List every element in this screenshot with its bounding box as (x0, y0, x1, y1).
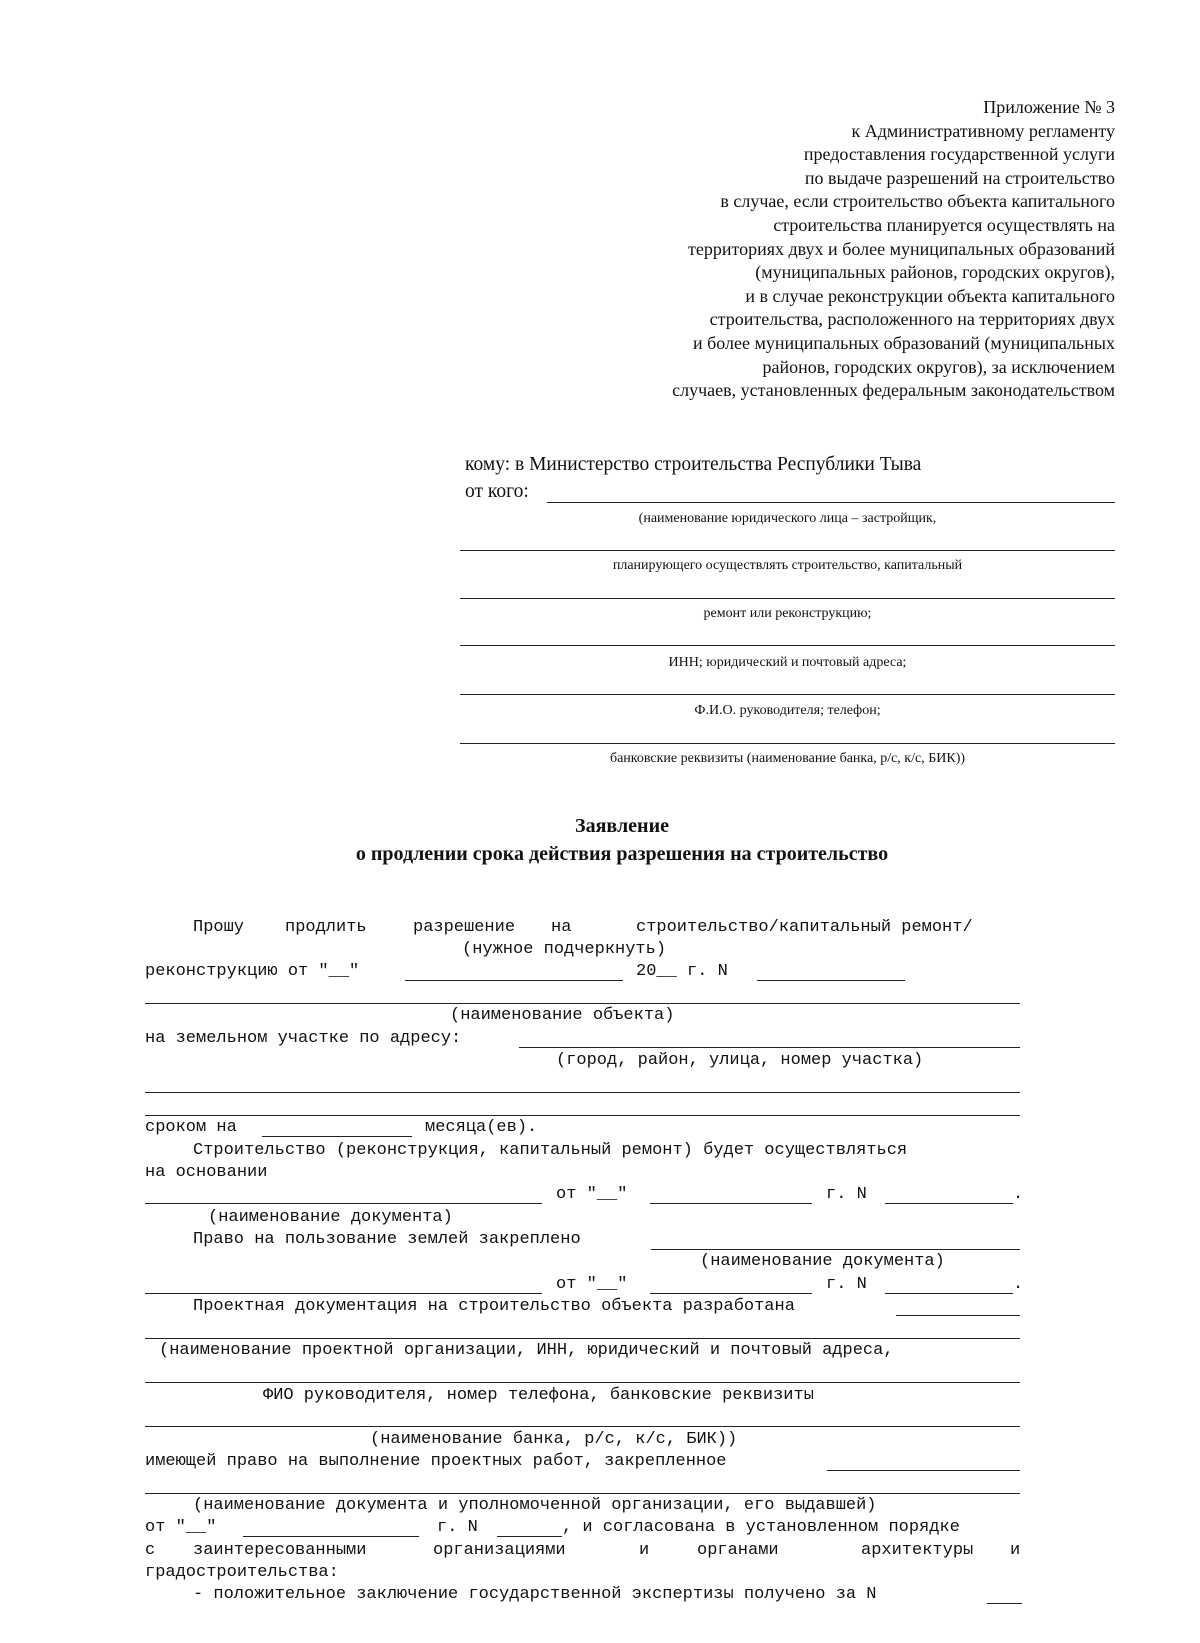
body-text: . (1013, 1185, 1024, 1204)
design-org-field-line[interactable] (896, 1315, 1020, 1316)
body-text: г. N (826, 1185, 867, 1204)
addressee-from-label: от кого: (465, 481, 529, 502)
address-field-line[interactable] (145, 1092, 1020, 1093)
from-field-line[interactable] (460, 598, 1115, 599)
from-caption: планирующего осуществлять строительство, капитальный (612, 558, 963, 573)
body-text: Проектная документация на строительство объекта разработана (193, 1297, 795, 1316)
body-word: строительство/капитальный ремонт/ (636, 918, 973, 937)
document-field-line[interactable] (145, 1293, 542, 1294)
hint-address: (город, район, улица, номер участка) (556, 1051, 924, 1070)
from-field-line[interactable] (460, 743, 1115, 744)
appendix-line: предоставления государственной услуги (803, 144, 1115, 165)
land-right-field-line[interactable] (651, 1249, 1020, 1250)
body-word: продлить (285, 918, 367, 937)
design-org-field-line[interactable] (145, 1426, 1020, 1427)
document-subtitle: о продлении срока действия разрешения на строительство (355, 843, 889, 865)
body-word: архитектуры (861, 1541, 974, 1560)
body-text: г. N (437, 1518, 478, 1537)
appendix-line: строительства, расположенного на территориях двух (709, 309, 1115, 330)
date-field-line[interactable] (650, 1203, 812, 1204)
address-field-line[interactable] (145, 1115, 1020, 1116)
design-org-field-line[interactable] (145, 1338, 1020, 1339)
body-word: и (639, 1541, 650, 1560)
body-word: органами (697, 1541, 779, 1560)
license-field-line[interactable] (145, 1493, 1020, 1494)
hint-license: (наименование документа и уполномоченной организации, его выдавшей) (193, 1496, 877, 1515)
appendix-line: строительства планируется осуществлять на (773, 214, 1115, 235)
body-text: Строительство (реконструкция, капитальный ремонт) будет осуществляться (193, 1141, 908, 1160)
appendix-line: и более муниципальных образований (муниципальных (692, 332, 1115, 353)
body-text: - положительное заключение государственной экспертизы получено за N (193, 1585, 877, 1604)
date-field-line[interactable] (243, 1536, 419, 1537)
appendix-line: территориях двух и более муниципальных образований (687, 238, 1115, 259)
hint-object-name: (наименование объекта) (450, 1006, 675, 1025)
term-field-line[interactable] (262, 1136, 412, 1137)
body-word: и (1010, 1541, 1021, 1560)
body-text: имеющей право на выполнение проектных работ, закрепленное (145, 1452, 727, 1471)
number-field-line[interactable] (757, 980, 905, 981)
body-text: от "__" (145, 1518, 217, 1537)
number-field-line[interactable] (885, 1203, 1013, 1204)
hint-document: (наименование документа) (700, 1252, 945, 1271)
appendix-line: (муниципальных районов, городских округов), (755, 262, 1115, 283)
from-field-line[interactable] (460, 645, 1115, 646)
address-field-line[interactable] (519, 1047, 1020, 1048)
from-caption: ремонт или реконструкцию; (703, 606, 872, 621)
body-text: сроком на (145, 1118, 237, 1137)
body-text: . (1013, 1275, 1024, 1294)
appendix-line: случаев, установленных федеральным законодательством (672, 380, 1115, 401)
appendix-line: в случае, если строительство объекта капитального (720, 191, 1115, 212)
hint-underline: (нужное подчеркнуть) (462, 940, 667, 959)
from-caption: ИНН; юридический и почтовый адреса; (668, 655, 907, 670)
hint-design-org: (наименование проектной организации, ИНН, юридический и почтовый адреса, (159, 1341, 894, 1360)
body-text: на основании (145, 1163, 268, 1182)
body-word: разрешение (413, 918, 516, 937)
appendix-line: и в случае реконструкции объекта капитального (745, 285, 1115, 306)
number-field-line[interactable] (885, 1293, 1013, 1294)
date-field-line[interactable] (650, 1293, 812, 1294)
appendix-header (672, 96, 1115, 403)
body-text: реконструкцию от "__" (145, 962, 360, 981)
body-text: от "__" (556, 1185, 628, 1204)
body-word: заинтересованными (193, 1541, 367, 1560)
from-caption: Ф.И.О. руководителя; телефон; (694, 703, 881, 718)
from-caption: (наименование юридического лица – застройщик, (638, 511, 937, 526)
from-field-line[interactable] (460, 694, 1115, 695)
body-text: от "__" (556, 1275, 628, 1294)
from-field-line[interactable] (460, 550, 1115, 551)
body-word: с (145, 1541, 156, 1560)
hint-design-org: ФИО руководителя, номер телефона, банковские реквизиты (263, 1386, 814, 1405)
body-text: месяца(ев). (425, 1118, 538, 1137)
body-word: Прошу (193, 918, 245, 937)
date-field-line[interactable] (405, 980, 623, 981)
license-field-line[interactable] (827, 1470, 1020, 1471)
body-text: г. N (826, 1275, 867, 1294)
body-text: 20__ г. N (636, 962, 728, 981)
document-title: Заявление (575, 815, 669, 837)
addressee-to: кому: в Министерство строительства Республики Тыва (465, 454, 922, 475)
from-field-line[interactable] (547, 502, 1115, 503)
expertise-number-line[interactable] (987, 1603, 1022, 1604)
body-text: , и согласована в установленном порядке (562, 1518, 960, 1537)
appendix-line: Приложение № 3 (983, 97, 1115, 117)
appendix-line: к Административному регламенту (851, 120, 1115, 141)
hint-bank: (наименование банка, р/с, к/с, БИК)) (370, 1430, 738, 1449)
body-word: организациями (433, 1541, 566, 1560)
appendix-line: по выдаче разрешений на строительство (804, 167, 1115, 188)
from-caption: банковские реквизиты (наименование банка, р/с, к/с, БИК)) (609, 751, 966, 766)
body-text: Право на пользование землей закреплено (193, 1230, 581, 1249)
appendix-line: районов, городских округов), за исключением (762, 356, 1115, 377)
body-text: на земельном участке по адресу: (145, 1029, 462, 1048)
body-text: градостроительства: (145, 1563, 339, 1582)
body-word: на (551, 918, 572, 937)
design-org-field-line[interactable] (145, 1382, 1020, 1383)
document-field-line[interactable] (145, 1203, 542, 1204)
number-field-line[interactable] (497, 1536, 562, 1537)
object-name-line[interactable] (145, 1003, 1020, 1004)
hint-document: (наименование документа) (208, 1208, 453, 1227)
